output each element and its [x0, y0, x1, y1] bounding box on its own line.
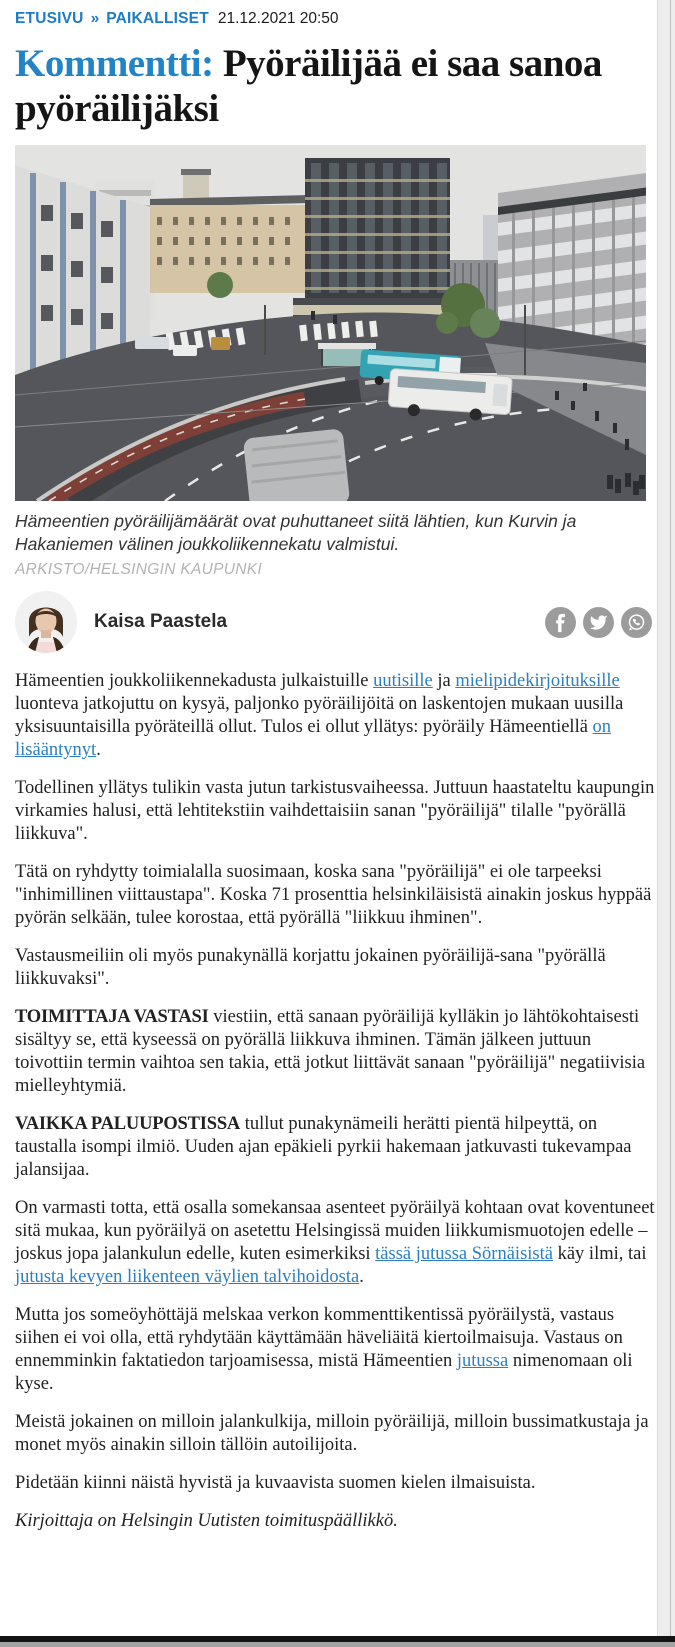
- scrollbar[interactable]: [657, 0, 675, 1636]
- author-avatar[interactable]: [15, 591, 77, 653]
- text-segment: On varmasti totta, että osalla somekansaa asenteet pyöräilyä kohtaan ovat koventuneet sitä mukaa, kun pyöräilyä on asetettu Helsingissä muiden liikkumismuotojen edelle – joskus jopa jalankulun edelle, kuten esimerkiksi: [15, 1198, 655, 1264]
- street-photo-illustration: [15, 145, 646, 501]
- text-segment: ja: [432, 671, 456, 691]
- inline-link[interactable]: jutussa: [456, 1351, 509, 1371]
- text-segment: Hämeentien joukkoliikennekadusta julkaistuille: [15, 671, 374, 691]
- text-segment: TOIMITTAJA VASTASI: [15, 1007, 209, 1027]
- twitter-share-button[interactable]: [583, 607, 614, 638]
- image-credit: ARKISTO/HELSINGIN KAUPUNKI: [15, 561, 262, 578]
- text-segment: Pidetään kiinni näistä hyvistä ja kuvaavista suomen kielen ilmaisuista.: [15, 1473, 536, 1493]
- article-headline: [15, 41, 655, 131]
- text-segment: käy ilmi, tai: [552, 1244, 647, 1264]
- author-name: Kaisa Paastela: [94, 611, 228, 632]
- author-footnote: Kirjoittaja on Helsingin Uutisten toimituspäällikkö.: [15, 1511, 398, 1531]
- article-paragraph: [15, 1411, 655, 1457]
- text-segment: .: [359, 1267, 364, 1287]
- breadcrumb-separator-icon: »: [90, 10, 100, 27]
- text-segment: Todellinen yllätys tulikin vasta jutun tarkistusvaiheessa. Juttuun haastateltu kaupungin virkamies halusi, että lehtitekstiin vaihdettaisiin sanan "pyöräilijä" tilalle "pyörällä liikkuva".: [15, 778, 655, 844]
- inline-link[interactable]: uutisille: [373, 671, 433, 691]
- article-paragraph: [15, 1113, 655, 1182]
- twitter-icon: [589, 613, 608, 632]
- whatsapp-icon: [626, 612, 647, 633]
- facebook-share-button[interactable]: [545, 607, 576, 638]
- image-caption: Hämeentien pyöräilijämäärät ovat puhuttaneet siitä lähtien, kun Kurvin ja Hakaniemen välinen joukkoliikennekatu valmistui.: [15, 511, 577, 554]
- breadcrumb: [15, 10, 657, 28]
- text-segment: tullut punakynämeili herätti pientä hilpeyttä, on taustalla isompi ilmiö. Uuden ajan epäkieli pyrkii hakemaan jatkuvasti tukevampaa jalansijaa.: [15, 1114, 632, 1180]
- text-segment: Vastausmeiliin oli myös punakynällä korjattu jokainen pyöräilijä-sana "pyörällä liikkuvaksi".: [15, 946, 606, 989]
- text-segment: nimenomaan oli kyse.: [15, 1351, 633, 1394]
- article-timestamp: 21.12.2021 20:50: [217, 10, 339, 27]
- whatsapp-share-button[interactable]: [621, 607, 652, 638]
- text-segment: Meistä jokainen on milloin jalankulkija, milloin pyöräilijä, milloin bussimatkustaja ja monet myös ainakin silloin tällöin autoilijoita.: [15, 1412, 649, 1455]
- facebook-icon: [545, 607, 576, 638]
- article-figure: [15, 145, 646, 579]
- article-body: [15, 670, 655, 1495]
- headline-text: Pyöräilijää ei saa sanoa pyöräilijäksi: [15, 42, 602, 130]
- text-segment: Tätä on ryhdytty toimialalla suosimaan, koska sana "pyöräilijä" ei ole tarpeeksi "inhimillinen viittaustapa". Koska 71 prosenttia helsinkiläisistä ainakin joskus hyppää pyörän selkään, tulee korostaa, että pyörällä "liikkuu ihminen".: [15, 862, 652, 928]
- text-segment: VAIKKA PALUUPOSTISSA: [15, 1114, 241, 1134]
- text-segment: Mutta jos someöyhöttäjä melskaa verkon kommenttikentissä pyöräilystä, vastaus siihen ei voi olla, että ryhdytään käyttämään häveliäitä kiertoilmaisuja. Vastaus on ennemminkin faktatiedon tarjoamisessa, mistä Hämeentien: [15, 1305, 623, 1371]
- inline-link[interactable]: on lisääntynyt: [15, 717, 612, 760]
- breadcrumb-section-link[interactable]: PAIKALLISET: [106, 10, 209, 27]
- article-paragraph: [15, 777, 655, 846]
- article-paragraph: [15, 945, 655, 991]
- article-photo: [15, 145, 646, 501]
- author-row: [15, 591, 652, 653]
- article-paragraph: [15, 670, 655, 762]
- inline-link[interactable]: jutusta kevyen liikenteen väylien talvihoidosta: [15, 1267, 360, 1287]
- footer-bar-shadow: [0, 1642, 675, 1647]
- article-paragraph: [15, 1304, 655, 1396]
- author-portrait-illustration: [15, 591, 77, 653]
- breadcrumb-home-link[interactable]: ETUSIVU: [15, 10, 84, 27]
- article-paragraph: [15, 861, 655, 930]
- article-paragraph: [15, 1197, 655, 1289]
- headline-kicker: Kommentti:: [15, 42, 214, 85]
- inline-link[interactable]: mielipidekirjoituksille: [455, 671, 620, 691]
- text-segment: luonteva jatkojuttu on kysyä, paljonko pyöräilijöitä on laskentojen mukaan uusilla yksisuuntaisilla pyöräteillä ollut. Tulos ei ollut yllätys: pyöräily Hämeentiellä: [15, 694, 624, 737]
- inline-link[interactable]: tässä jutussa Sörnäisistä: [375, 1244, 553, 1264]
- article-paragraph: [15, 1472, 655, 1495]
- article-paragraph: [15, 1006, 655, 1098]
- share-buttons: [545, 607, 652, 638]
- text-segment: viestiin, että sanaan pyöräilijä kylläkin jo lähtökohtaisesti sisältyy se, että kyseessä on pyörällä liikkuva ihminen. Tämän jälkeen juttuun toivottiin termin vaihtoa sen takia, että jotkut liittävät sanaan "pyöräilijä" negatiivisia mielleyhtymiä.: [15, 1007, 646, 1096]
- text-segment: .: [96, 740, 101, 760]
